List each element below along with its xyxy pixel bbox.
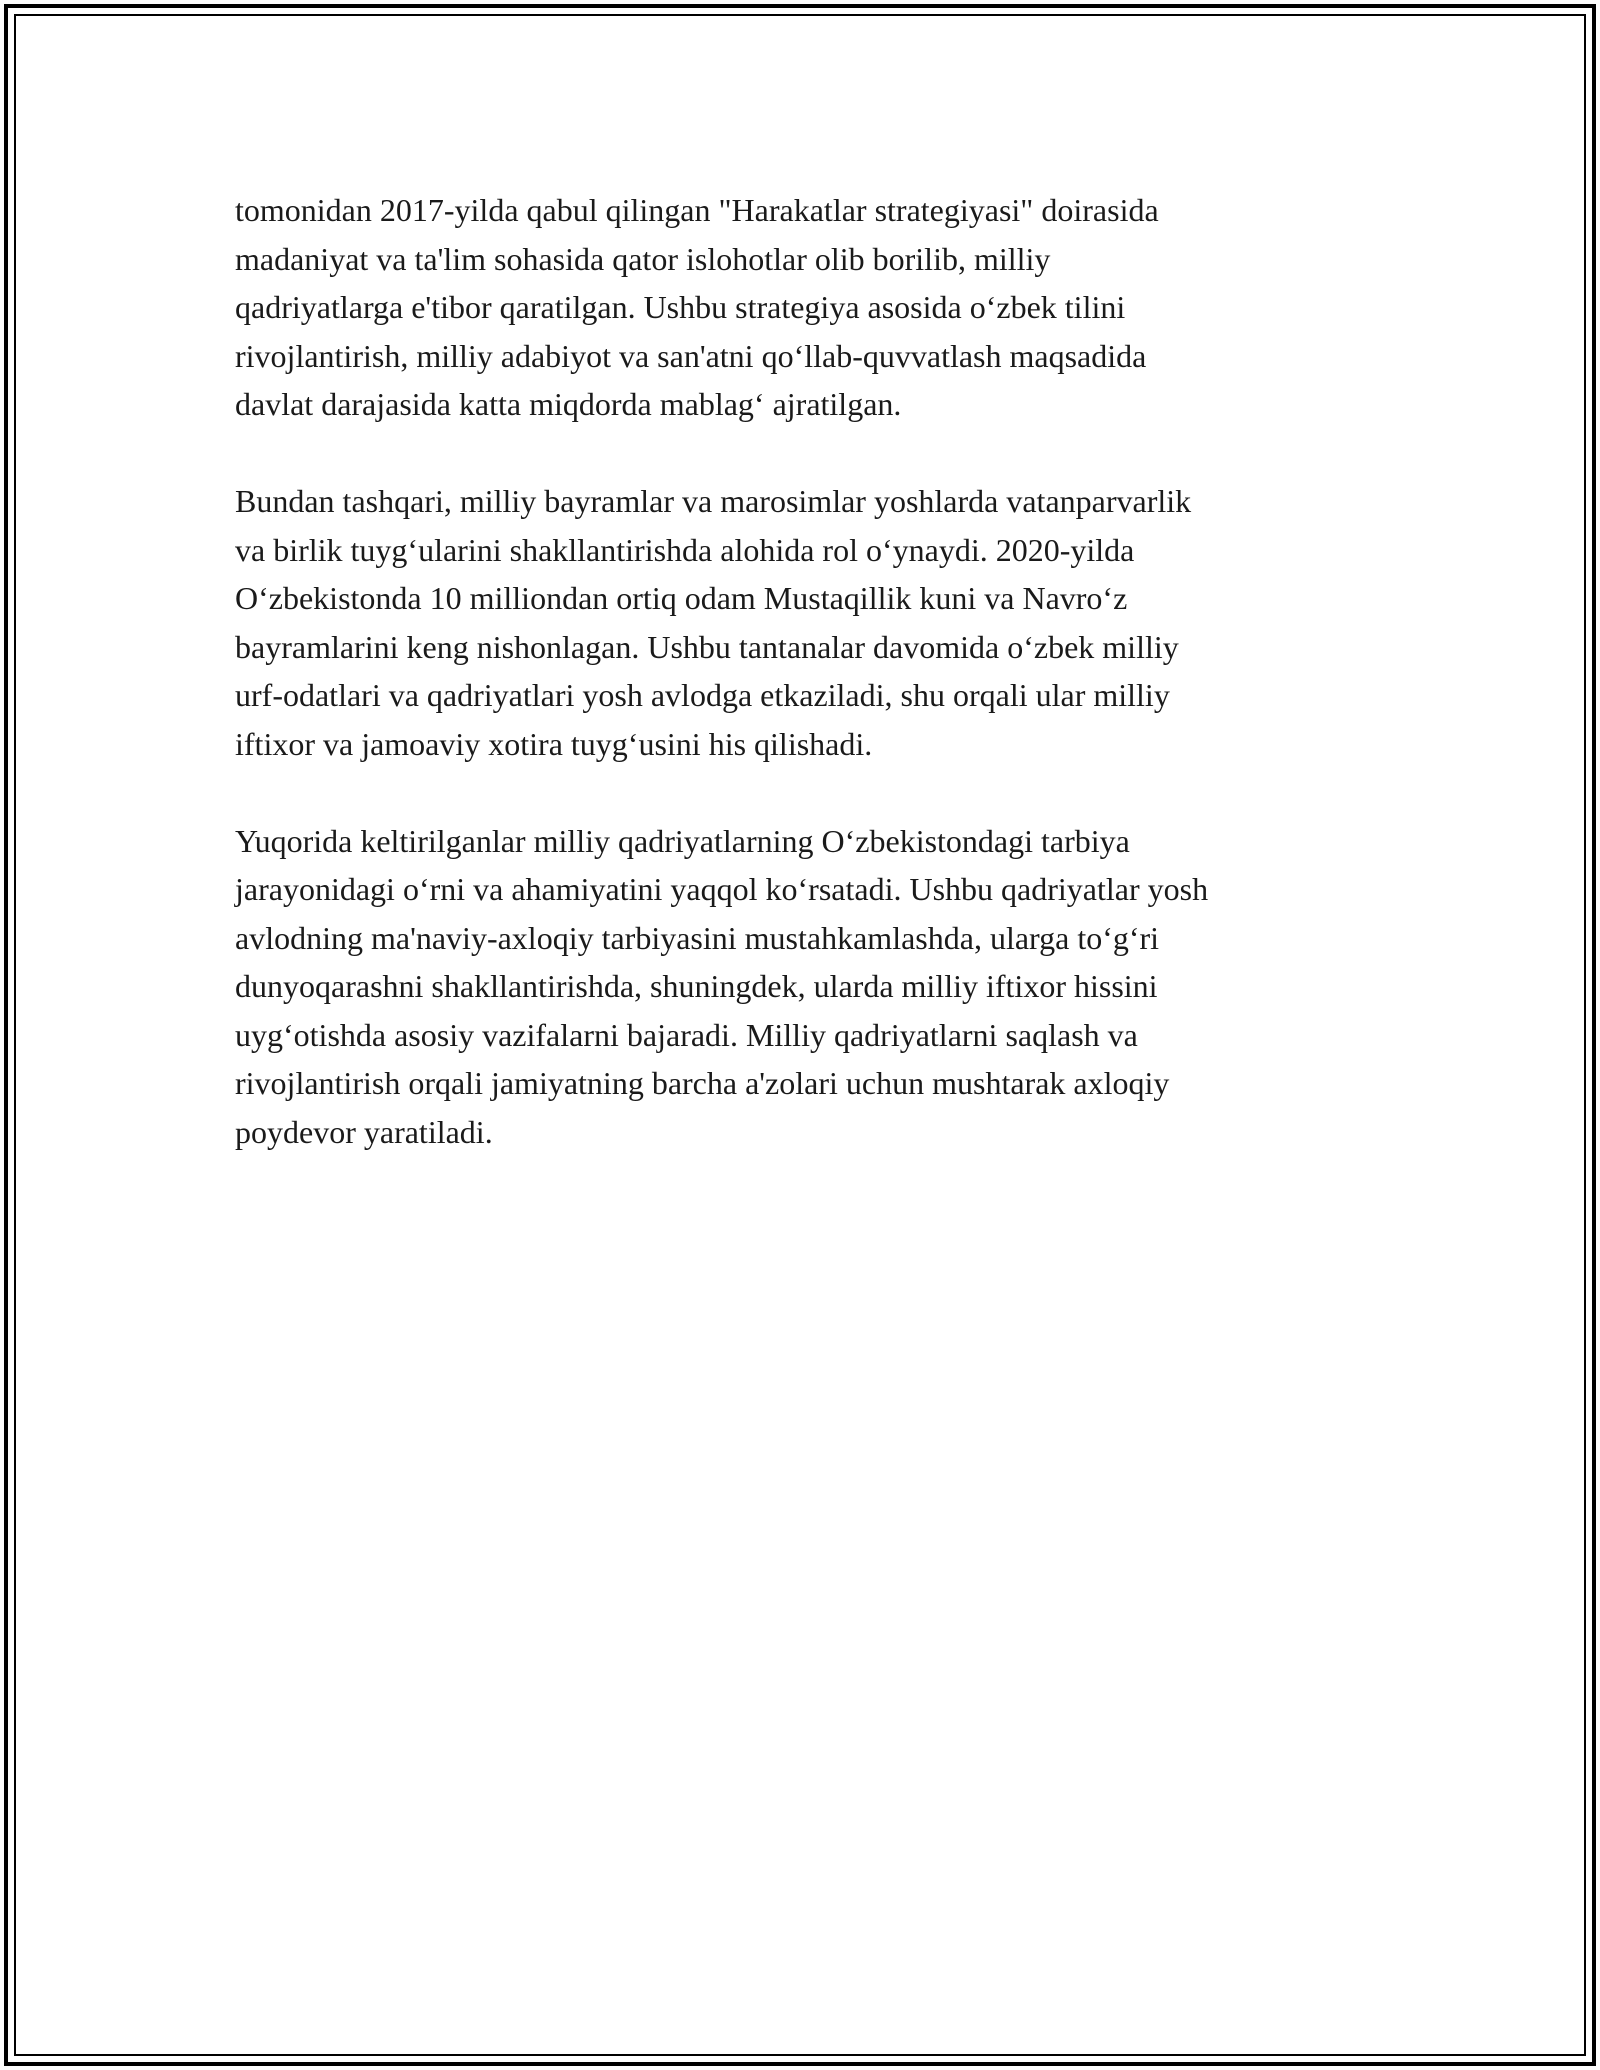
paragraph-conclusion: Yuqorida keltirilganlar milliy qadriyatlarning O‘zbekistondagi tarbiya jarayonidagi o‘rni va ahamiyatini yaqqol ko‘rsatadi. Ushbu qadriyatlar yosh avlodning ma'naviy-axloqiy tarbiyasini mustahkamlashda, ularga to‘g‘ri dunyoqarashni shakllantirishda, shuningdek, ularda milliy iftixor hissini uyg‘otishda asosiy vazifalarni bajaradi. Milliy qadriyatlarni saqlash va rivojlantirish orqali jamiyatning barcha a'zolari uchun mushtarak axloqiy poydevor yaratiladi.: [235, 822, 1209, 1150]
paragraph-holidays: Bundan tashqari, milliy bayramlar va marosimlar yoshlarda vatanparvarlik va birlik tuyg‘ularini shakllantirishda alohida rol o‘ynaydi. 2020-yilda O‘zbekistonda 10 milliondan ortiq odam Mustaqillik kuni va Navro‘z bayramlarini keng nishonlagan. Ushbu tantanalar davomida o‘zbek milliy urf-odatlari va qadriyatlari yosh avlodga etkaziladi, shu orqali ular milliy iftixor va jamoaviy xotira tuyg‘usini his qilishadi.: [235, 483, 1192, 762]
paragraph-strategy: tomonidan 2017-yilda qabul qilingan "Harakatlar strategiyasi" doirasida madaniyat va ta'lim sohasida qator islohotlar olib borilib, milliy qadriyatlarga e'tibor qaratilgan. Ushbu strategiya asosida o‘zbek tilini rivojlantirish, milliy adabiyot va san'atni qo‘llab-quvvatlash maqsadida davlat darajasida katta miqdorda mablag‘ ajratilgan.: [235, 192, 1159, 422]
document-body: [235, 186, 1375, 1156]
